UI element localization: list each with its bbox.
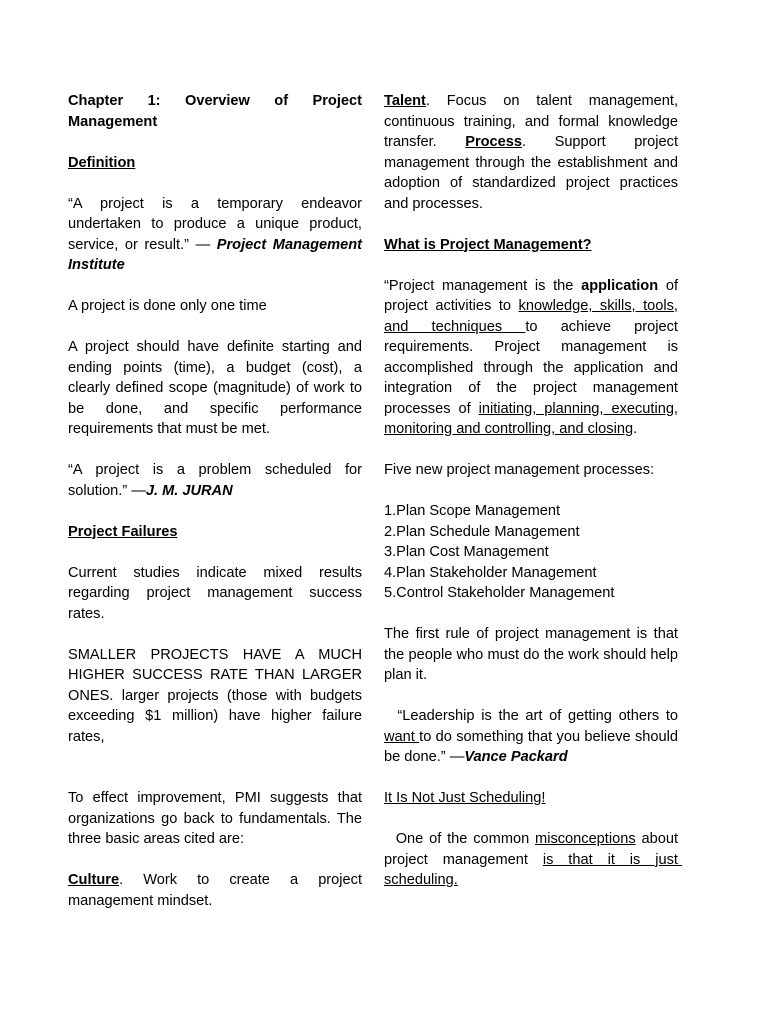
not-just-scheduling-heading: It Is Not Just Scheduling! <box>384 790 546 806</box>
list-item: 3.Plan Cost Management <box>384 544 549 560</box>
just-scheduling-phrase: is that it is just scheduling. <box>384 851 683 888</box>
pm-definition-paragraph <box>384 276 678 440</box>
talent-text: . Focus on talent management, continuous training, and formal knowledge transfer. <box>384 93 678 150</box>
culture-term: Culture <box>68 872 120 888</box>
what-is-pm-heading: What is Project Management? <box>384 236 592 253</box>
pm-knowledge-phrase: knowledge, skills, tools, and techniques <box>384 298 678 335</box>
juran-quote-text: “A project is a problem scheduled for solution.” — <box>68 462 362 499</box>
leadership-text-1: “Leadership is the art of getting others to <box>384 708 683 724</box>
right-column <box>384 91 683 911</box>
pm-text-2: of project activities to <box>384 277 678 314</box>
pmi-quote <box>68 194 362 276</box>
juran-quote <box>68 460 362 501</box>
pm-text-1: “Project management is the <box>384 277 582 294</box>
spacer <box>68 768 362 789</box>
pm-application-term: application <box>581 277 659 294</box>
definite-paragraph: A project should have definite starting and ending points (time), a budget (cost), a clearly defined scope (magnitude) of work to be done, and specific performance requirements that must be met. <box>68 339 362 437</box>
pm-processes-phrase: initiating, planning, executing, monitoring and controlling, and closing <box>384 400 678 437</box>
leadership-want-word: want <box>384 728 420 745</box>
left-column <box>68 91 362 932</box>
definition-heading: Definition <box>68 154 136 171</box>
list-item: 1.Plan Scope Management <box>384 503 561 519</box>
pm-text-3: to achieve project requirements. Project management is accomplished through the application and integration of the project management processes of <box>384 318 678 417</box>
first-rule-paragraph: The first rule of project management is that the people who must do the work should help plan it. <box>384 626 678 683</box>
process-text: . Support project management through the establishment and adoption of standardized project practices and processes. <box>384 134 678 212</box>
pmi-quote-text: “A project is a temporary endeavor undertaken to produce a unique product, service, or result.” — <box>68 195 362 253</box>
culture-text: . Work to create a project management mindset. <box>68 872 362 909</box>
talent-process-paragraph <box>384 91 678 214</box>
misconceptions-term: misconceptions <box>535 831 636 847</box>
failures-heading: Project Failures <box>68 523 178 540</box>
misc-text-1: One of the common <box>384 831 536 847</box>
juran-quote-author: J. M. JURAN <box>145 482 233 499</box>
leadership-author: Vance Packard <box>464 749 568 765</box>
list-item: 5.Control Stakeholder Management <box>384 585 615 601</box>
misconceptions-paragraph <box>384 829 683 891</box>
culture-paragraph <box>68 870 362 911</box>
misc-text-2: about project management <box>384 831 683 868</box>
pm-text-end: . <box>633 421 638 437</box>
list-item: 2.Plan Schedule Management <box>384 523 580 540</box>
process-term: Process <box>465 134 523 150</box>
studies-paragraph: Current studies indicate mixed results regarding project management success rates. <box>68 564 362 622</box>
chapter-title: Chapter 1: Overview of Project Management <box>68 93 362 130</box>
process-list <box>384 501 678 604</box>
leadership-text-2: to do something that you believe should be done.” — <box>384 728 683 765</box>
pmi-quote-author: Project Management Institute <box>68 236 362 273</box>
leadership-quote <box>384 706 683 768</box>
five-new-paragraph: Five new project management processes: <box>384 462 655 478</box>
one-time-paragraph: A project is done only one time <box>68 298 267 314</box>
list-item: 4.Plan Stakeholder Management <box>384 564 597 581</box>
improvement-paragraph: To effect improvement, PMI suggests that organizations go back to fundamentals. The three basic areas cited are: <box>68 790 362 847</box>
talent-term: Talent <box>384 93 426 109</box>
smaller-projects-paragraph: SMALLER PROJECTS HAVE A MUCH HIGHER SUCCESS RATE THAN LARGER ONES. larger projects (those with budgets exceeding $1 million) have higher failure rates, <box>68 646 362 745</box>
